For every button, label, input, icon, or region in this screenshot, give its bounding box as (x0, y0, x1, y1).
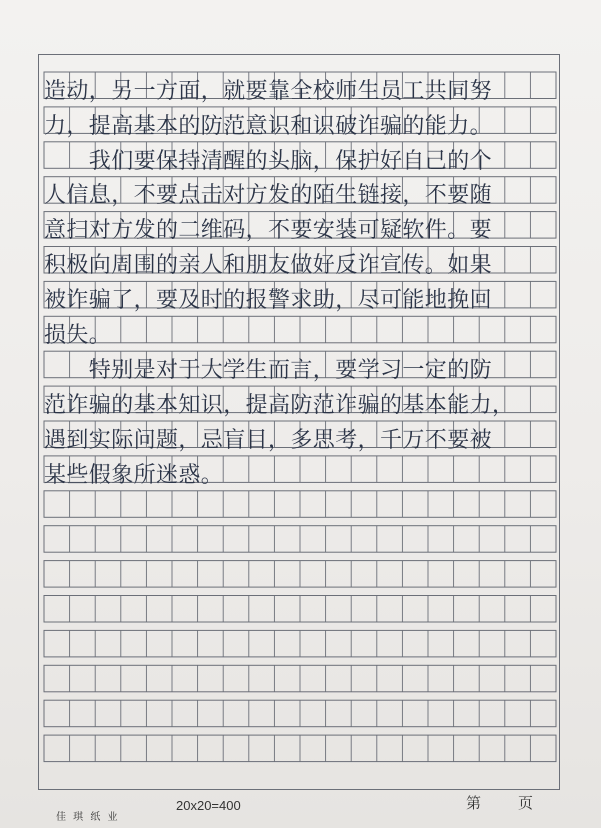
essay-line: 某些假象所迷惑。 (44, 462, 224, 488)
paper-brand: 佳 琪 纸 业 (56, 812, 120, 823)
essay-line: 遇到实际问题，忌盲目，多思考，千万不要被 (44, 427, 493, 453)
essay-line: 我们要保持清醒的头脑，保护好自己的个 (44, 148, 493, 174)
page-number-label (466, 792, 534, 813)
essay-line: 人信息，不要点击对方发的陌生链接，不要随 (44, 182, 493, 208)
essay-line: 被诈骗了，要及时的报警求助，尽可能地挽回 (44, 287, 493, 313)
essay-line: 意扫对方发的二维码，不要安装可疑软件。要 (44, 217, 493, 243)
grid-spec: 20x20=400 (176, 798, 241, 813)
essay-line: 特别是对于大学生而言，要学习一定的防 (44, 357, 493, 383)
page-label-left: 第 (466, 794, 483, 812)
essay-line: 积极向周围的亲人和朋友做好反诈宣传。如果 (44, 252, 493, 278)
essay-line: 力，提高基本的防范意识和识破诈骗的能力。 (44, 113, 493, 139)
page-label-right: 页 (518, 794, 535, 812)
essay-line: 造动，另一方面，就要靠全校师生员工共同努 (44, 78, 493, 104)
essay-line: 范诈骗的基本知识，提高防范诈骗的基本能力， (44, 392, 515, 418)
essay-line: 损失。 (44, 322, 112, 348)
